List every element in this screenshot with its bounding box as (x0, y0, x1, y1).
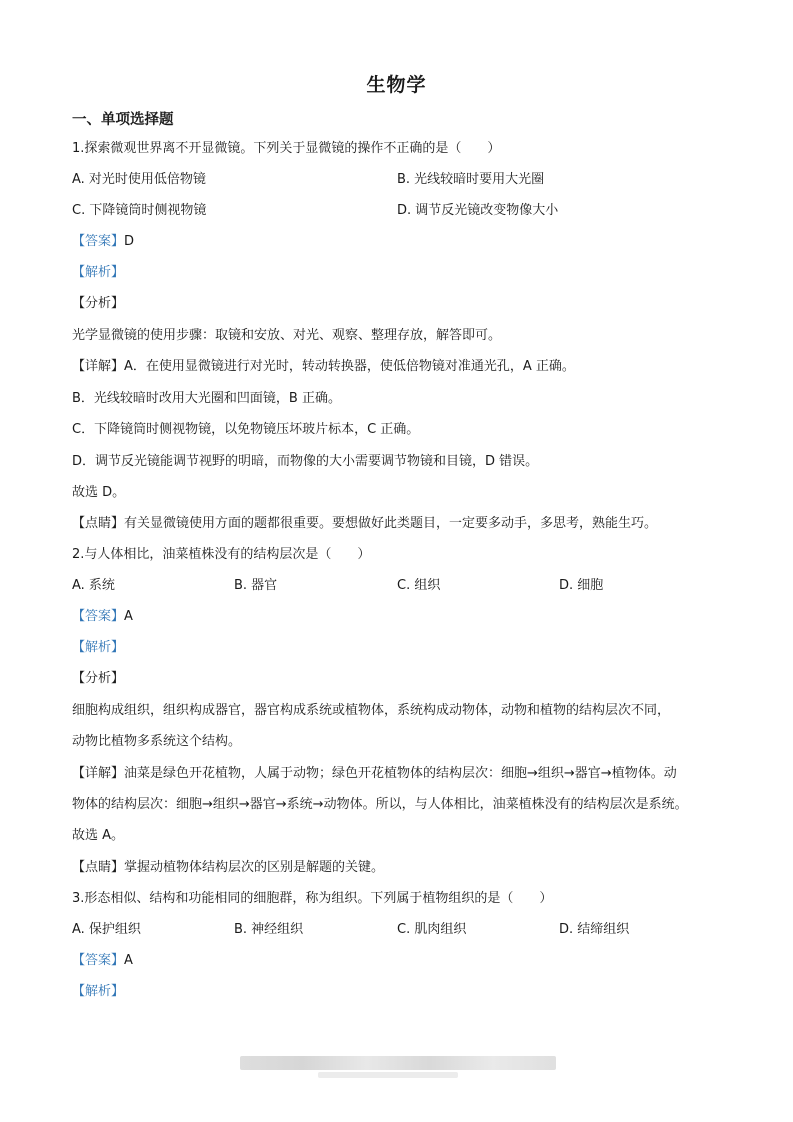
answer-value: D (124, 234, 135, 249)
question-1-stem: 1.探索微观世界离不开显微镜。下列关于显微镜的操作不正确的是（ ） (72, 141, 501, 156)
q3-answer (72, 952, 133, 970)
detail-label: 【详解】 (72, 359, 125, 374)
q2-fenxi-line1: 细胞构成组织，组织构成器官，器官构成系统或植物体，系统构成动物体，动物和植物的结构层次不同， (72, 703, 671, 718)
q1-detail-d: D．调节反光镜能调节视野的明暗，而物像的大小需要调节物镜和目镜，D 错误。 (72, 454, 539, 469)
q2-fenxi-line2: 动物比植物多系统这个结构。 (72, 734, 242, 749)
q1-detail-b: B．光线较暗时改用大光圈和凹面镜，B 正确。 (72, 391, 341, 406)
page-title: 生物学 (366, 74, 427, 96)
answer-value: A (124, 609, 133, 624)
tip-label: 【点睛】 (72, 860, 125, 875)
q2-answer (72, 608, 133, 626)
detail-text: A．在使用显微镜进行对光时，转动转换器，使低倍物镜对准通光孔，A 正确。 (124, 359, 575, 374)
q3-option-a: A. 保护组织 (72, 922, 141, 937)
q1-fenxi-text: 光学显微镜的使用步骤：取镜和安放、对光、观察、整理存放，解答即可。 (72, 328, 502, 343)
answer-label: 【答案】 (72, 953, 125, 968)
answer-value: A (124, 953, 133, 968)
q2-tip (72, 859, 384, 877)
analysis-label: 【解析】 (72, 984, 125, 999)
q2-option-d: D. 细胞 (559, 578, 604, 593)
q2-analysis-label (72, 639, 124, 657)
q3-option-d: D. 结缔组织 (559, 922, 630, 937)
q2-option-a: A. 系统 (72, 578, 115, 593)
analysis-label: 【解析】 (72, 640, 125, 655)
answer-label: 【答案】 (72, 234, 125, 249)
q2-choice: 故选 A。 (72, 828, 125, 843)
q1-option-c: C. 下降镜筒时侧视物镜 (72, 203, 207, 218)
footer-watermark (240, 1056, 556, 1070)
tip-text: 掌握动植物体结构层次的区别是解题的关键。 (124, 860, 385, 875)
question-2-stem: 2.与人体相比，油菜植株没有的结构层次是（ ） (72, 547, 371, 562)
q3-option-b: B. 神经组织 (234, 922, 304, 937)
footer-watermark-subline (318, 1072, 458, 1078)
detail-text: 油菜是绿色开花植物，人属于动物；绿色开花植物体的结构层次：细胞→组织→器官→植物体。动 (124, 766, 677, 781)
q3-analysis-label (72, 983, 124, 1001)
detail-label: 【详解】 (72, 766, 125, 781)
q2-option-c: C. 组织 (397, 578, 441, 593)
answer-label: 【答案】 (72, 609, 125, 624)
q1-option-d: D. 调节反光镜改变物像大小 (397, 203, 559, 218)
q3-option-c: C. 肌肉组织 (397, 922, 467, 937)
q1-fenxi-label: 【分析】 (72, 296, 125, 311)
q1-choice: 故选 D。 (72, 485, 126, 500)
q2-fenxi-label: 【分析】 (72, 671, 125, 686)
q2-detail-line2: 物体的结构层次：细胞→组织→器官→系统→动物体。所以，与人体相比，油菜植株没有的结构层次是系统。 (72, 797, 688, 812)
q2-detail-line1 (72, 765, 677, 783)
q2-option-b: B. 器官 (234, 578, 278, 593)
q1-option-a: A. 对光时使用低倍物镜 (72, 172, 206, 187)
q1-option-b: B. 光线较暗时要用大光圈 (397, 172, 545, 187)
q1-analysis-label (72, 264, 124, 282)
section-heading: 一、单项选择题 (72, 112, 174, 128)
tip-label: 【点睛】 (72, 516, 125, 531)
q1-detail-c: C．下降镜筒时侧视物镜，以免物镜压坏玻片标本，C 正确。 (72, 422, 420, 437)
analysis-label: 【解析】 (72, 265, 125, 280)
question-3-stem: 3.形态相似、结构和功能相同的细胞群，称为组织。下列属于植物组织的是（ ） (72, 891, 553, 906)
q1-answer (72, 233, 134, 251)
q1-tip (72, 515, 657, 533)
q1-detail-a (72, 358, 575, 376)
tip-text: 有关显微镜使用方面的题都很重要。要想做好此类题目，一定要多动手，多思考，熟能生巧。 (124, 516, 658, 531)
